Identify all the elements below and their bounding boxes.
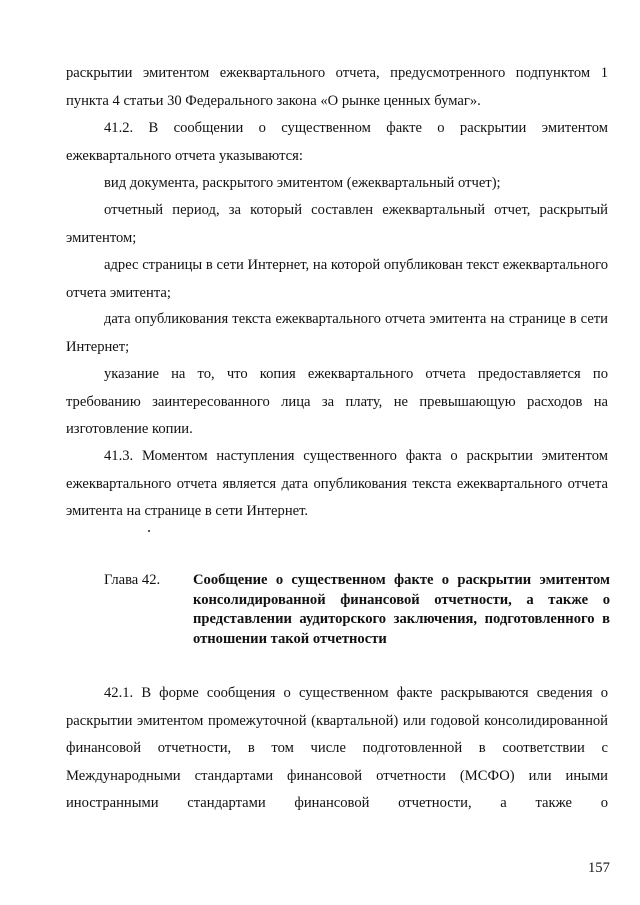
chapter-title: Сообщение о существенном факте о раскрытии эмитентом консолидированной финансовой отчетности, а также о представлении аудиторского заключения, подготовленного в отношении такой отчетности [193,572,610,647]
paragraph-41-3: 41.3. Моментом наступления существенного факта о раскрытии эмитентом ежеквартального отчета является дата опубликования текста ежеквартального отчета эмитента на странице в сети Интернет. [66,448,608,519]
stray-dot [148,530,150,532]
list-item-document-type: вид документа, раскрытого эмитентом (ежеквартальный отчет); [104,175,501,191]
chapter-heading [104,571,610,649]
chapter-label: Глава 42. [104,572,161,588]
list-item-reporting-period: отчетный период, за который составлен ежеквартальный отчет, раскрытый эмитентом; [66,202,608,246]
list-item-copy-provision: указание на то, что копия ежеквартального отчета предоставляется по требованию заинтересованного лица за плату, не превышающую расходов на изготовление копии. [66,366,608,437]
list-item-publication-date: дата опубликования текста ежеквартального отчета эмитента на странице в сети Интернет; [66,311,608,355]
list-item-page-address: адрес страницы в сети Интернет, на которой опубликован текст ежеквартального отчета эмитента; [66,257,608,301]
paragraph-42-1: 42.1. В форме сообщения о существенном факте раскрываются сведения о раскрытии эмитентом промежуточной (квартальной) или годовой консолидированной финансовой отчетности, в том числе подготовленной в соответствии с Международными стандартами финансовой отчетности (МСФО) или иными иностранными стандартами финансовой отчетности, а также о [66,685,608,811]
page-number: 157 [588,860,610,876]
paragraph-41-2: 41.2. В сообщении о существенном факте о раскрытии эмитентом ежеквартального отчета указываются: [66,120,608,164]
paragraph-continuation: раскрытии эмитентом ежеквартального отчета, предусмотренного подпунктом 1 пункта 4 статьи 30 Федерального закона «О рынке ценных бумаг». [66,65,608,109]
